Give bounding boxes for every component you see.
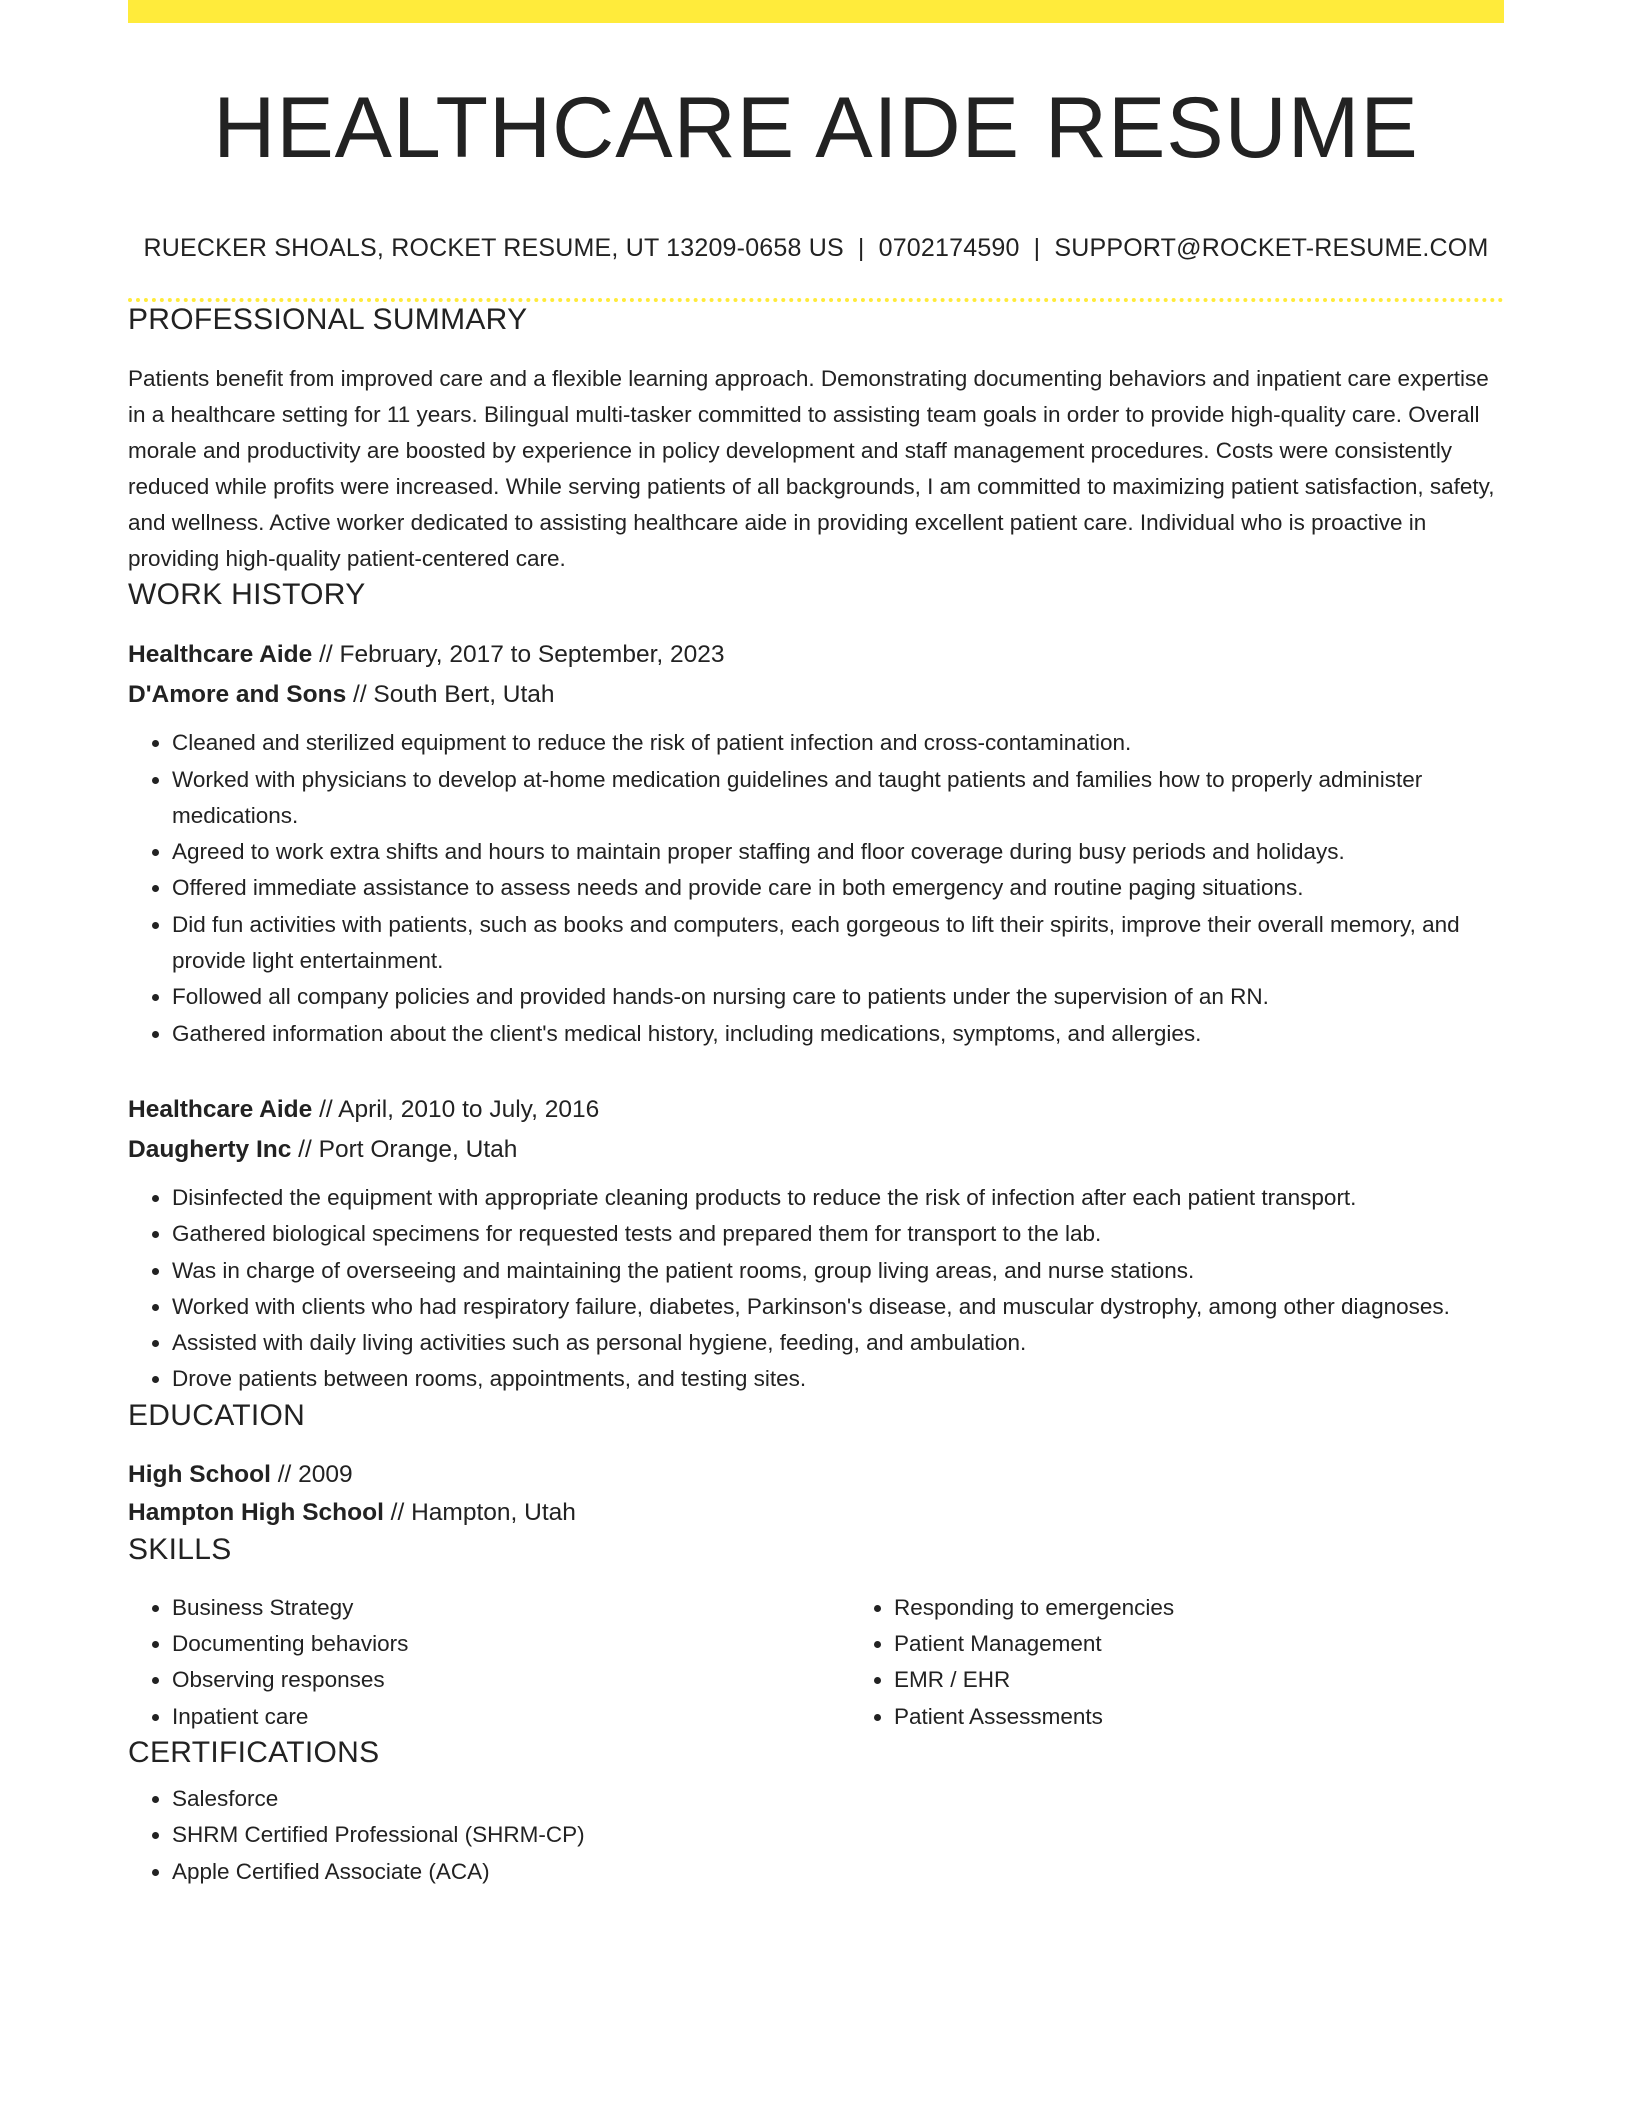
job-company-line [128,675,1504,715]
skill-item: • Inpatient care [172,1699,850,1735]
contact-separator: | [1033,234,1041,263]
job-duty: • Was in charge of overseeing and maintaining the patient rooms, group living areas, and nurse stations. [172,1253,1504,1289]
contact-email: SUPPORT@ROCKET-RESUME.COM [1054,234,1489,263]
job-dates: // February, 2017 to September, 2023 [312,641,725,669]
education-entry [128,1456,1504,1532]
job-duties-list [128,725,1504,1052]
education-degree: High School [128,1460,271,1488]
job-title-line [128,635,1504,675]
job-company-line [128,1130,1504,1170]
job-company: D'Amore and Sons [128,681,347,709]
skill-item: • Observing responses [172,1662,850,1698]
education-degree-line [128,1456,1504,1494]
job-title: Healthcare Aide [128,1095,313,1123]
job-location: // South Bert, Utah [346,681,555,709]
skill-item: • Patient Management [894,1626,1504,1662]
job-duty: • Disinfected the equipment with appropriate cleaning products to reduce the risk of infection after each patient transport. [172,1180,1504,1216]
job-duties-list [128,1180,1504,1398]
certification-item: • Apple Certified Associate (ACA) [172,1854,1504,1890]
job-dates: // April, 2010 to July, 2016 [312,1095,600,1123]
certification-item: • Salesforce [172,1781,1504,1817]
skills-list-right [850,1590,1504,1735]
resume-title: HEALTHCARE AIDE RESUME [213,80,1419,176]
certifications-list [128,1781,1504,1890]
skill-item: • EMR / EHR [894,1662,1504,1698]
job-entry [128,635,1504,1052]
job-location: // Port Orange, Utah [291,1135,518,1163]
skills-list-left [128,1590,850,1735]
job-duty: • Gathered information about the client's medical history, including medications, symptoms, and allergies. [172,1016,1504,1052]
job-title-line [128,1090,1504,1130]
summary-heading: PROFESSIONAL SUMMARY [128,303,528,337]
job-duty: • Offered immediate assistance to assess needs and provide care in both emergency and routine paging situations. [172,870,1504,906]
skill-item: • Documenting behaviors [172,1626,850,1662]
job-duty: • Did fun activities with patients, such as books and computers, each gorgeous to lift their spirits, improve their overall memory, and provide light entertainment. [172,907,1504,980]
job-duty: • Agreed to work extra shifts and hours to maintain proper staffing and floor coverage during busy periods and holidays. [172,834,1504,870]
job-duty: • Cleaned and sterilized equipment to reduce the risk of patient infection and cross-contamination. [172,725,1504,761]
resume-page [128,0,1504,1890]
education-school-line [128,1494,1504,1532]
skill-item: • Patient Assessments [894,1699,1504,1735]
top-accent-bar [128,0,1504,23]
job-entry [128,1090,1504,1398]
skills-grid [128,1590,1504,1735]
job-duty: • Drove patients between rooms, appointments, and testing sites. [172,1361,1504,1397]
certifications-heading: CERTIFICATIONS [128,1735,380,1769]
skill-item: • Business Strategy [172,1590,850,1626]
job-duty: • Worked with physicians to develop at-home medication guidelines and taught patients and families how to properly administer medications. [172,762,1504,835]
contact-address: RUECKER SHOALS, ROCKET RESUME, UT 13209-0658 US [143,234,844,263]
certification-item: • SHRM Certified Professional (SHRM-CP) [172,1817,1504,1853]
contact-line [128,233,1504,263]
skills-heading: SKILLS [128,1532,232,1566]
contact-separator: | [857,234,865,263]
job-duty: • Gathered biological specimens for requested tests and prepared them for transport to the lab. [172,1216,1504,1252]
contact-phone: 0702174590 [878,234,1020,263]
education-school: Hampton High School [128,1498,384,1526]
education-year: // 2009 [270,1460,353,1488]
job-title: Healthcare Aide [128,641,313,669]
job-duty: • Assisted with daily living activities such as personal hygiene, feeding, and ambulation. [172,1325,1504,1361]
job-company: Daugherty Inc [128,1135,292,1163]
education-heading: EDUCATION [128,1398,306,1432]
work-history-heading: WORK HISTORY [128,578,366,612]
job-duty: • Worked with clients who had respiratory failure, diabetes, Parkinson's disease, and muscular dystrophy, among other diagnoses. [172,1289,1504,1325]
skill-item: • Responding to emergencies [894,1590,1504,1626]
education-location: // Hampton, Utah [383,1498,576,1526]
job-duty: • Followed all company policies and provided hands-on nursing care to patients under the supervision of an RN. [172,979,1504,1015]
summary-text: Patients benefit from improved care and a flexible learning approach. Demonstrating documenting behaviors and inpatient care expertise in a healthcare setting for 11 years. Bilingual multi-tasker committed to assisting team goals in order to provide high-quality care. Overall morale and productivity are boosted by experience in policy development and staff management procedures. Costs were consistently reduced while profits were increased. While serving patients of all backgrounds, I am committed to maximizing patient satisfaction, safety, and wellness. Active worker dedicated to assisting healthcare aide in providing excellent patient care. Individual who is proactive in providing high-quality patient-centered care. [128,366,1495,572]
